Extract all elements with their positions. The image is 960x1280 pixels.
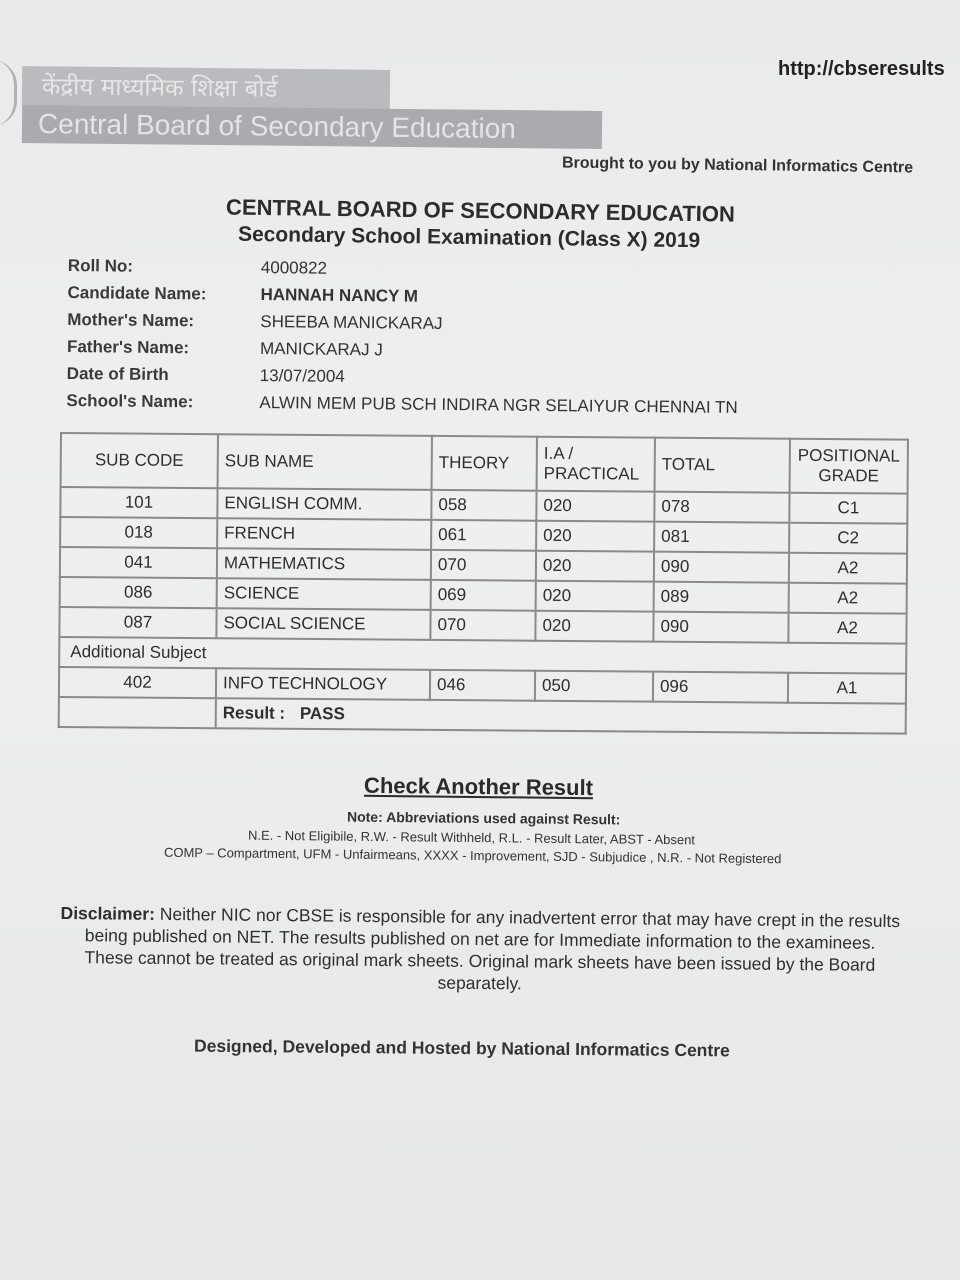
cell-total: 096 (653, 672, 788, 703)
cell-grade: C1 (789, 493, 907, 524)
info-label: Mother's Name: (67, 309, 195, 330)
info-value: HANNAH NANCY M (260, 284, 419, 306)
cell-total: 089 (654, 582, 789, 613)
marks-table-container (58, 432, 909, 735)
cell-grade: A2 (789, 583, 907, 614)
cell-code: 041 (60, 547, 217, 578)
header-positional: POSITIONAL (797, 445, 900, 466)
marks-table (58, 432, 909, 735)
cell-ia: 020 (536, 551, 654, 582)
note-line-1: N.E. - Not Eligibile, R.W. - Result Withheld, R.L. - Result Later, ABST - Absent (247, 827, 696, 848)
result-value: PASS (299, 703, 345, 724)
result-label: Result : (222, 703, 286, 723)
header-theory: THEORY (432, 436, 537, 491)
cell-total: 090 (653, 612, 788, 643)
cell-name: SCIENCE (217, 578, 431, 610)
cell-total: 078 (654, 492, 789, 523)
additional-subject-label: Additional Subject (59, 637, 906, 674)
cell-name: INFO TECHNOLOGY (216, 668, 430, 700)
cell-code: 018 (60, 517, 217, 548)
header-sub-code: SUB CODE (61, 433, 218, 488)
disclaimer-label: Disclaimer: (60, 902, 156, 924)
cell-name: ENGLISH COMM. (217, 488, 431, 520)
result-cell (216, 698, 906, 733)
cell-ia: 020 (536, 581, 654, 612)
cell-total: 081 (654, 522, 789, 553)
header-practical: PRACTICAL (543, 463, 640, 484)
cell-theory: 058 (431, 490, 536, 521)
cell-grade: A2 (788, 613, 906, 644)
disclaimer (60, 902, 901, 998)
board-title: CENTRAL BOARD OF SECONDARY EDUCATION (225, 194, 736, 227)
logo-english: Central Board of Secondary Education (22, 105, 602, 149)
info-label: Roll No: (67, 255, 134, 276)
cell-name: SOCIAL SCIENCE (216, 608, 430, 640)
header-ia: I.A / (543, 443, 574, 464)
table-header-row (61, 433, 908, 494)
cell-ia: 020 (535, 611, 653, 642)
header-grade (790, 439, 908, 494)
info-label: Candidate Name: (67, 282, 207, 303)
disclaimer-text: Neither NIC nor CBSE is responsible for any inadvertent error that may have crept in the results being published on NET. The results published on net are for Immediate information to the examinees. These cannot be treated as original mark sheets. Original mark sheets have been issued by the Board separately. (84, 903, 901, 994)
cell-name: FRENCH (217, 518, 431, 550)
info-label: Date of Birth (66, 363, 169, 384)
info-value: ALWIN MEM PUB SCH INDIRA NGR SELAIYUR CHENNAI TN (259, 392, 738, 417)
info-value: 13/07/2004 (259, 365, 345, 386)
header-grade-label: GRADE (818, 465, 879, 486)
note-line-2: COMP – Compartment, UFM - Unfairmeans, XXXX - Improvement, SJD - Subjudice , N.R. - Not Registered (163, 844, 782, 867)
check-another-result-link[interactable]: Check Another Result (363, 772, 594, 801)
cell-grade: A1 (788, 673, 906, 704)
cell-code: 101 (60, 487, 217, 518)
result-empty-cell (59, 697, 216, 728)
candidate-info (66, 252, 828, 422)
logo-hindi: केंद्रीय माध्यमिक शिक्षा बोर्ड (22, 66, 390, 110)
cell-ia: 050 (535, 671, 653, 702)
cell-theory: 061 (431, 520, 536, 551)
header-sub-name: SUB NAME (218, 434, 432, 490)
cell-code: 086 (60, 577, 217, 608)
cell-total: 090 (654, 552, 789, 583)
brought-by: Brought to you by National Informatics Centre (561, 154, 914, 177)
cell-ia: 020 (536, 491, 654, 522)
result-row (59, 697, 906, 734)
cell-grade: C2 (789, 523, 907, 554)
info-label: Father's Name: (66, 336, 190, 357)
cell-theory: 070 (431, 550, 536, 581)
cell-theory: 046 (430, 670, 535, 701)
cell-theory: 069 (431, 580, 536, 611)
cell-ia: 020 (536, 521, 654, 552)
cell-grade: A2 (789, 553, 907, 584)
emblem-fragment (0, 60, 17, 126)
note-title: Note: Abbreviations used against Result: (346, 808, 621, 828)
cell-code: 087 (59, 607, 216, 638)
info-value: SHEEBA MANICKARAJ (260, 311, 443, 333)
cell-code: 402 (59, 667, 216, 698)
info-value: MANICKARAJ J (259, 338, 383, 359)
info-label: School's Name: (66, 390, 194, 411)
cell-name: MATHEMATICS (217, 548, 431, 580)
info-value: 4000822 (260, 257, 328, 278)
footer-credit: Designed, Developed and Hosted by National Informatics Centre (193, 1035, 730, 1061)
header-total: TOTAL (655, 438, 790, 493)
header-ia-practical (537, 437, 655, 492)
cell-theory: 070 (430, 610, 535, 641)
site-url: http://cbseresults (778, 58, 945, 80)
exam-title: Secondary School Examination (Class X) 2019 (237, 222, 701, 253)
